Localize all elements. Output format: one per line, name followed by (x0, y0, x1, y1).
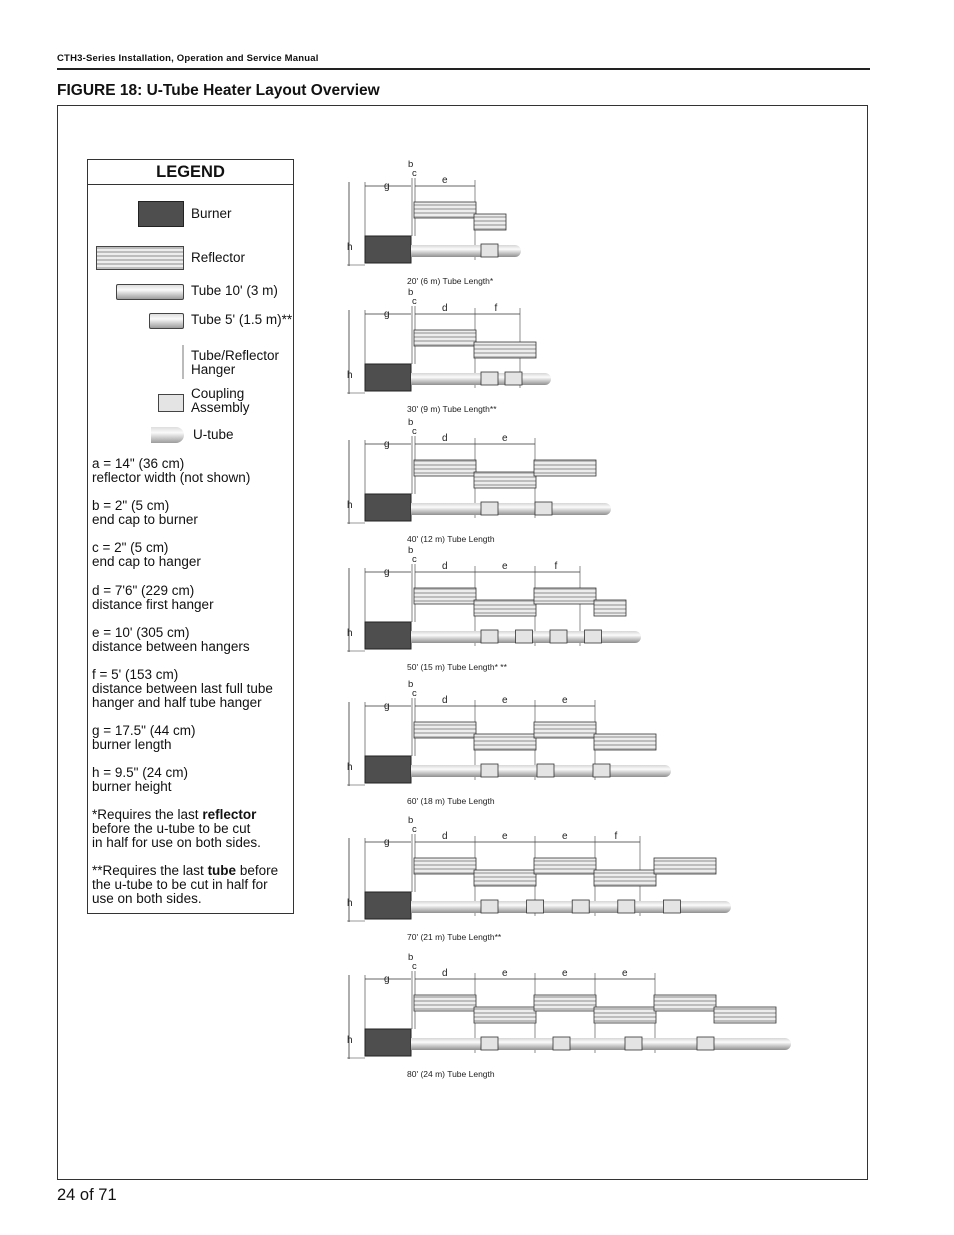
layout-6-coupling-5 (663, 900, 680, 913)
layout-6-dim-label-g: g (384, 837, 390, 848)
figure-title: FIGURE 18: U-Tube Heater Layout Overview (57, 82, 380, 99)
layout-6-coupling-2 (527, 900, 544, 913)
layout-7-coupling-1 (481, 1037, 498, 1050)
layout-3-dim-label-h: h (347, 500, 353, 511)
layout-7-burner (365, 1029, 411, 1056)
layout-4-reflector-1 (414, 588, 476, 604)
note-reflector: *Requires the last reflector before the u-tube to be cut in half for use on both sides. (92, 807, 261, 851)
layout-6-dim-label-b: b (408, 815, 414, 826)
layout-6-coupling-4 (618, 900, 635, 913)
layout-4-coupling-2 (516, 630, 533, 643)
definition-e: e = 10' (305 cm) distance between hangers (92, 625, 250, 655)
layout-6-caption: 70' (21 m) Tube Length** (407, 932, 502, 942)
layout-3-coupling-2 (535, 502, 552, 515)
layout-7-reflector-6 (714, 1007, 776, 1023)
definition-b: b = 2" (5 cm) end cap to burner (92, 498, 198, 528)
layout-4-dim-label-c: c (412, 554, 417, 565)
layout-5-coupling-1 (481, 764, 498, 777)
layout-2-dim-label-d-0: d (442, 303, 448, 314)
layout-4-dim-label-f-2: f (554, 561, 558, 572)
layout-4-coupling-3 (550, 630, 567, 643)
layout-3-u-tube (603, 503, 611, 515)
layout-7-caption: 80' (24 m) Tube Length (407, 1069, 495, 1079)
layout-4-dim-label-h: h (347, 628, 353, 639)
layout-1-coupling-1 (481, 244, 498, 257)
layout-6-reflector-3 (534, 858, 596, 874)
layout-5-dim-label-b: b (408, 679, 414, 690)
layout-3-dim-label-c: c (412, 426, 417, 437)
layout-4-dim-label-g: g (384, 567, 390, 578)
layout-5-u-tube (663, 765, 671, 777)
definition-g: g = 17.5" (44 cm) burner length (92, 723, 196, 753)
layout-7-dim-label-g: g (384, 974, 390, 985)
layout-4-burner (365, 622, 411, 649)
layout-7-dim-label-e-1: e (502, 968, 508, 979)
layout-6-burner (365, 892, 411, 919)
layout-7-u-tube (783, 1038, 791, 1050)
layout-7-coupling-2 (553, 1037, 570, 1050)
layout-2-caption: 30' (9 m) Tube Length** (407, 404, 497, 414)
layout-7-coupling-3 (625, 1037, 642, 1050)
legend-label-burner: Burner (191, 206, 232, 221)
layout-2-tube (411, 373, 543, 385)
legend-label-reflector: Reflector (191, 250, 246, 265)
layout-5-dim-label-h: h (347, 762, 353, 773)
layout-5-dim-label-e-1: e (502, 695, 508, 706)
layout-6-dim-label-c: c (412, 824, 417, 835)
layout-2-coupling-2 (505, 372, 522, 385)
layout-3-burner (365, 494, 411, 521)
layout-7-reflector-3 (534, 995, 596, 1011)
layout-1-dim-label-g: g (384, 181, 390, 192)
layout-7-reflector-2 (474, 1007, 536, 1023)
definition-d: d = 7'6" (229 cm) distance first hanger (92, 583, 214, 613)
layout-6-dim-label-h: h (347, 898, 353, 909)
layout-3-dim-label-e-1: e (502, 433, 508, 444)
layout-2-reflector-2 (474, 342, 536, 358)
layout-3-dim-label-b: b (408, 417, 414, 428)
layout-7-tube (411, 1038, 783, 1050)
layout-5-caption: 60' (18 m) Tube Length (407, 796, 495, 806)
layout-3-reflector-1 (414, 460, 476, 476)
layout-6-reflector-5 (654, 858, 716, 874)
layout-1-caption: 20' (6 m) Tube Length* (407, 276, 494, 286)
layout-2-coupling-1 (481, 372, 498, 385)
layout-1-reflector-2 (474, 214, 506, 230)
layout-3-caption: 40' (12 m) Tube Length (407, 534, 495, 544)
layout-6-reflector-4 (594, 870, 656, 886)
layout-4-dim-label-d-0: d (442, 561, 448, 572)
layout-2-dim-label-g: g (384, 309, 390, 320)
layout-6-dim-label-e-1: e (502, 831, 508, 842)
layout-3-reflector-3 (534, 460, 596, 476)
layout-3-reflector-2 (474, 472, 536, 488)
layout-2-dim-label-b: b (408, 287, 414, 298)
layout-1-dim-label-h: h (347, 242, 353, 253)
layout-5-dim-label-g: g (384, 701, 390, 712)
legend-label-coupling: Coupling Assembly (191, 386, 250, 415)
layout-1-reflector-1 (414, 202, 476, 218)
layout-3-dim-label-d-0: d (442, 433, 448, 444)
layout-7-reflector-1 (414, 995, 476, 1011)
layout-6-coupling-1 (481, 900, 498, 913)
legend-label-tube-10: Tube 10' (3 m) (191, 283, 278, 298)
layout-7-dim-label-d-0: d (442, 968, 448, 979)
manual-header: CTH3-Series Installation, Operation and Service Manual (57, 53, 319, 64)
layout-3-dim-label-g: g (384, 439, 390, 450)
layout-5-dim-label-d-0: d (442, 695, 448, 706)
layout-6-dim-label-f-3: f (614, 831, 618, 842)
legend-label-hanger: Tube/Reflector Hanger (191, 348, 280, 377)
layout-6-coupling-3 (572, 900, 589, 913)
definition-c: c = 2" (5 cm) end cap to hanger (92, 540, 201, 570)
layout-4-u-tube (633, 631, 641, 643)
layout-5-reflector-2 (474, 734, 536, 750)
layout-4-reflector-3 (534, 588, 596, 604)
layout-5-coupling-2 (537, 764, 554, 777)
layout-5-burner (365, 756, 411, 783)
layout-7-reflector-4 (594, 1007, 656, 1023)
legend-label-u-tube: U-tube (193, 427, 234, 442)
layout-7-reflector-5 (654, 995, 716, 1011)
layout-3-tube (411, 503, 603, 515)
layout-2-u-tube (543, 373, 551, 385)
layout-2-dim-label-f-1: f (494, 303, 498, 314)
definition-f: f = 5' (153 cm) distance between last full tube hanger and half tube hanger (92, 667, 273, 711)
layout-5-dim-label-e-2: e (562, 695, 568, 706)
legend-title: LEGEND (88, 160, 293, 185)
layout-1-u-tube (513, 245, 521, 257)
layout-1-burner (365, 236, 411, 263)
layout-6-reflector-1 (414, 858, 476, 874)
layout-6-u-tube (723, 901, 731, 913)
note-tube: **Requires the last tube before the u-tube to be cut in half for use on both sides. (92, 863, 279, 907)
layout-6-dim-label-e-2: e (562, 831, 568, 842)
definition-a: a = 14" (36 cm) reflector width (not shown) (92, 456, 251, 486)
layout-4-reflector-2 (474, 600, 536, 616)
layout-2-burner (365, 364, 411, 391)
layout-1-dim-label-e-0: e (442, 175, 448, 186)
layout-6-reflector-2 (474, 870, 536, 886)
layout-4-dim-label-b: b (408, 545, 414, 556)
layout-1-dim-label-c: c (412, 168, 417, 179)
layout-7-dim-label-e-3: e (622, 968, 628, 979)
layout-4-coupling-4 (585, 630, 602, 643)
layout-7-dim-label-e-2: e (562, 968, 568, 979)
layout-2-dim-label-c: c (412, 296, 417, 307)
page-number: 24 of 71 (57, 1186, 117, 1204)
layout-7-coupling-4 (697, 1037, 714, 1050)
layout-3-coupling-1 (481, 502, 498, 515)
legend-label-tube-5: Tube 5' (1.5 m)** (191, 312, 293, 327)
definition-h: h = 9.5" (24 cm) burner height (92, 765, 188, 795)
layout-4-coupling-1 (481, 630, 498, 643)
layout-7-dim-label-h: h (347, 1035, 353, 1046)
layout-7-dim-label-b: b (408, 952, 414, 963)
layout-1-dim-label-b: b (408, 159, 414, 170)
layout-6-dim-label-d-0: d (442, 831, 448, 842)
layout-4-caption: 50' (15 m) Tube Length* ** (407, 662, 507, 672)
layout-7-dim-label-c: c (412, 961, 417, 972)
layout-5-coupling-3 (593, 764, 610, 777)
layout-5-dim-label-c: c (412, 688, 417, 699)
layout-5-reflector-3 (534, 722, 596, 738)
layout-5-reflector-1 (414, 722, 476, 738)
layout-4-reflector-4 (594, 600, 626, 616)
layout-5-reflector-4 (594, 734, 656, 750)
layout-2-dim-label-h: h (347, 370, 353, 381)
layout-2-reflector-1 (414, 330, 476, 346)
layout-4-dim-label-e-1: e (502, 561, 508, 572)
